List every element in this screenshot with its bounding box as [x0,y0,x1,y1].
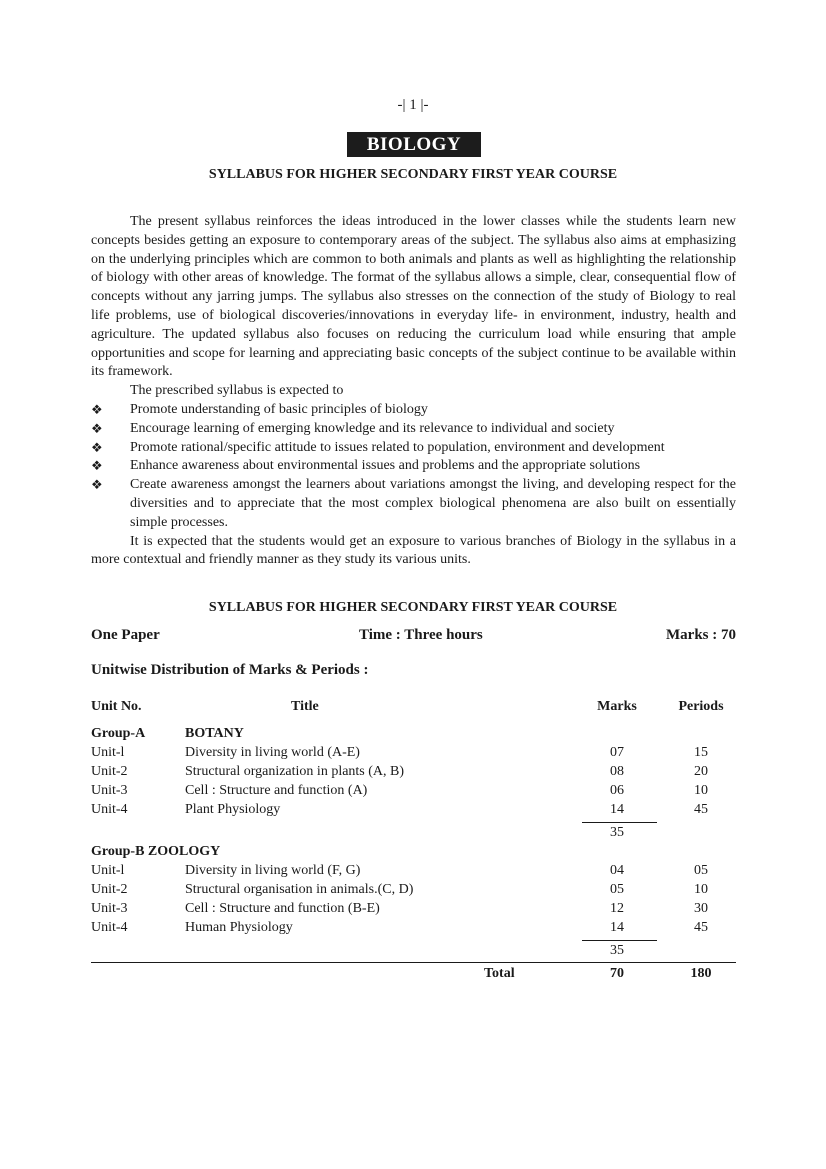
table-row: Unit-2 Structural organisation in animals.(C, D) 05 10 [91,882,708,897]
course-heading: SYLLABUS FOR HIGHER SECONDARY FIRST YEAR COURSE [208,600,618,615]
header-unit: Unit No. [91,699,142,714]
list-item: ❖ Enhance awareness about environmental issues and problems and the appropriate solutions [91,457,736,476]
total-label: Total [484,966,515,981]
group-a-heading [91,726,736,745]
distribution-heading: Unitwise Distribution of Marks & Periods : [91,662,369,678]
time-label: Time : Three hours [359,627,483,643]
subject-badge: BIOLOGY [347,132,481,157]
expected-intro: The prescribed syllabus is expected to [130,383,344,399]
header-title: Title [291,699,319,714]
group-b-heading [91,844,736,863]
syllabus-body [91,213,736,570]
syllabus-subtitle: SYLLABUS FOR HIGHER SECONDARY FIRST YEAR COURSE [208,167,618,182]
header-periods: Periods [678,699,724,714]
marks-label: Marks : 70 [666,627,736,643]
total-rule [91,962,736,963]
paper-label: One Paper [91,627,160,643]
total-row [91,966,736,985]
total-marks: 70 [610,966,624,981]
table-row: Unit-3 Cell : Structure and function (B-E) 12 30 [91,901,708,916]
diamond-bullet-icon: ❖ [91,458,103,474]
objectives-list [91,401,736,533]
header-marks: Marks [597,699,637,714]
list-item: ❖ Encourage learning of emerging knowledge and its relevance to individual and society [91,420,736,439]
page-number: -| 1 |- [397,97,429,113]
closing-paragraph: It is expected that the students would get an exposure to various branches of Biology in the syllabus in a more contextual and friendly manner as they study its various units. [91,533,736,568]
table-row: Unit-l Diversity in living world (F, G) 04 05 [91,863,708,878]
list-item: ❖ Create awareness amongst the learners about variations amongst the living, and developing respect for the diversities and to appreciate that the most complex biological phenomena are also built on essentially simple processes. [91,477,736,530]
list-item: ❖ Promote understanding of basic principles of biology [91,401,736,420]
table-row: Unit-l Diversity in living world (A-E) 07 15 [91,745,708,760]
group-a-name: Group-A [91,726,146,741]
diamond-bullet-icon: ❖ [91,401,103,417]
subtotal-rule [582,822,657,823]
diamond-bullet-icon: ❖ [91,420,103,436]
subtotal-rule [582,940,657,941]
group-a-subject: BOTANY [185,726,244,741]
table-header [91,699,736,718]
group-b-subtotal: 35 [610,943,624,958]
group-b-name: Group-B ZOOLOGY [91,844,221,859]
table-row: Unit-3 Cell : Structure and function (A) 06 10 [91,783,708,798]
intro-paragraph: The present syllabus reinforces the ideas introduced in the lower classes while the students learn new concepts besides getting an exposure to contemporary areas of the subject. The syllabus also aims at emphasizing on the underlying principles which are common to both animals and plants as well as highlighting the relationship of biology with other areas of knowledge. The format of the syllabus allows a simple, clear, consequential flow of concepts without any jarring jumps. The syllabus also stresses on the connection of the study of Biology to real life problems, use of biological discoveries/innovations in everyday life- in environment, industry, health and agriculture. The updated syllabus also focuses on reducing the curriculum load while ensuring that ample opportunities and scope for learning and appreciating basic concepts of the subject continue to be available within its framework. [91,214,736,380]
list-item: ❖ Promote rational/specific attitude to issues related to population, environment and development [91,439,736,458]
table-row: Unit-2 Structural organization in plants (A, B) 08 20 [91,764,708,779]
group-a-subtotal: 35 [610,825,624,840]
diamond-bullet-icon: ❖ [91,477,103,493]
table-row: Unit-4 Human Physiology 14 45 [91,920,708,935]
table-row: Unit-4 Plant Physiology 14 45 [91,802,708,817]
diamond-bullet-icon: ❖ [91,439,103,455]
total-periods: 180 [690,966,712,981]
